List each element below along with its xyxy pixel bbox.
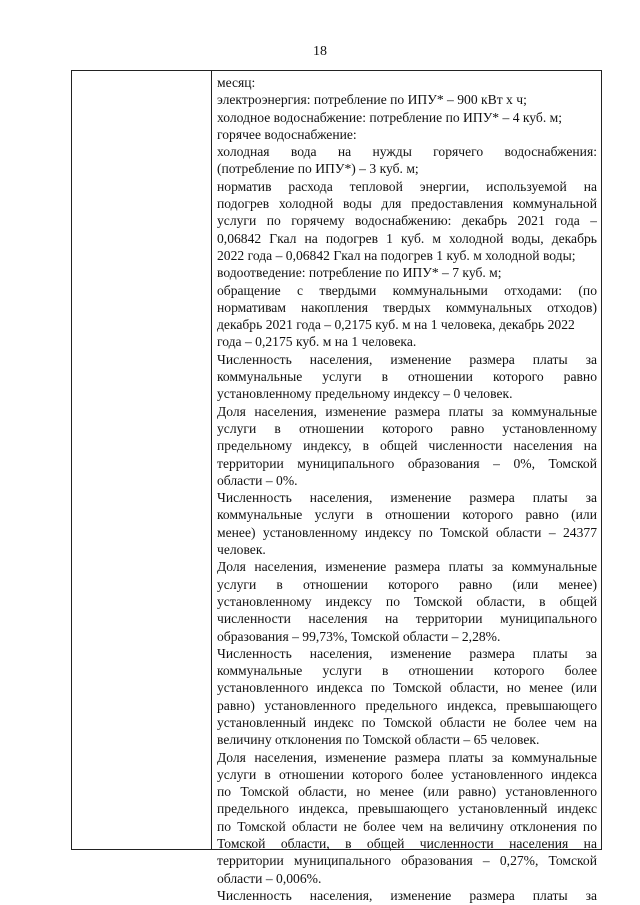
text-line: установленному предельному индексу – 0 человек. — [217, 386, 513, 402]
text-line: Численность населения, изменение размера платы за — [217, 887, 597, 903]
text-line: водоотведение: потребление по ИПУ* – 7 куб. м; — [217, 265, 502, 281]
text-line: услуги в отношении которого более установленного индекса — [217, 766, 597, 782]
text-line: Численность населения, изменение размера платы за — [217, 351, 597, 367]
text-line: коммунальные услуги в отношении которого равно — [217, 369, 597, 385]
text-line: по Томской области не более чем на величину отклонения по — [217, 818, 597, 834]
text-line: предельного индекса, превышающего установленный индекс — [217, 801, 597, 817]
text-line: Доля населения, изменение размера платы за коммунальные — [217, 403, 597, 419]
text-line: установленного индекса по Томской области, но менее (или — [217, 680, 597, 696]
text-line: холодное водоснабжение: потребление по ИПУ* – 4 куб. м; — [217, 109, 563, 125]
text-line: области – 0%. — [217, 472, 298, 488]
text-line: года – 0,2175 куб. м на 1 человека. — [217, 334, 417, 350]
text-line: Доля населения, изменение размера платы за коммунальные — [217, 749, 597, 765]
page-number: 18 — [313, 44, 327, 59]
text-line: 0,06842 Гкал на подогрев 1 куб. м холодной воды, декабрь — [217, 230, 597, 246]
text-line: численности населения на территории муниципального — [217, 611, 597, 627]
text-line: образования – 99,73%, Томской области – 2,28%. — [217, 628, 501, 644]
text-line: услуги в отношении которого равно (или менее) — [217, 576, 597, 592]
text-line: Томской области, в общей численности населения на — [217, 836, 597, 852]
text-line: территории муниципального образования – 0,27%, Томской — [217, 853, 597, 869]
text-line: услуги в отношении которого равно установленному — [217, 420, 597, 436]
text-line: электроэнергия: потребление по ИПУ* – 900 кВт х ч; — [217, 92, 527, 108]
text-line: величину отклонения по Томской области – 65 человек. — [217, 732, 540, 748]
text-line: (потребление по ИПУ*) – 3 куб. м; — [217, 161, 419, 177]
text-line: декабрь 2021 года – 0,2175 куб. м на 1 человека, декабрь 2022 — [217, 317, 575, 333]
text-line: горячее водоснабжение: — [217, 126, 357, 142]
text-line: холодная вода на нужды горячего водоснабжения: — [217, 144, 597, 160]
text-line: Численность населения, изменение размера платы за — [217, 645, 597, 661]
column-divider — [211, 71, 212, 849]
text-line: области – 0,006%. — [217, 870, 322, 886]
text-line: по Томской области, но менее (или равно) установленного — [217, 784, 597, 800]
text-line: услуги по горячему водоснабжению: декабрь 2021 года – — [217, 213, 597, 229]
text-line: равно) установленного предельного индекса, превышающего — [217, 697, 597, 713]
text-line: месяц: — [217, 75, 256, 90]
text-line: менее) установленному индексу по Томской области – 24377 — [217, 524, 597, 540]
text-line: установленный индекс по Томской области не более чем на — [217, 714, 597, 730]
text-line: коммунальные услуги в отношении которого более — [217, 663, 597, 679]
text-line: коммунальные услуги в отношении которого равно (или — [217, 507, 597, 523]
text-line: подогрев холодной воды для предоставления коммунальной — [217, 196, 597, 212]
table-cell-text — [217, 74, 597, 904]
text-line: обращение с твердыми коммунальными отходами: (по — [217, 282, 597, 298]
text-line: территории муниципального образования – 0%, Томской — [217, 455, 597, 471]
text-line: нормативам накопления твердых коммунальных отходов) — [217, 299, 597, 315]
text-line: Доля населения, изменение размера платы за коммунальные — [217, 559, 597, 575]
text-line: 2022 года – 0,06842 Гкал на подогрев 1 куб. м холодной воды; — [217, 247, 576, 263]
text-line: установленному индексу по Томской области, в общей — [217, 593, 597, 609]
document-table — [71, 70, 602, 903]
text-line: Численность населения, изменение размера платы за — [217, 490, 597, 506]
text-line: человек. — [217, 542, 266, 558]
text-line: предельному индексу, в общей численности населения на — [217, 438, 597, 454]
text-line: норматив расхода тепловой энергии, используемой на — [217, 178, 597, 194]
